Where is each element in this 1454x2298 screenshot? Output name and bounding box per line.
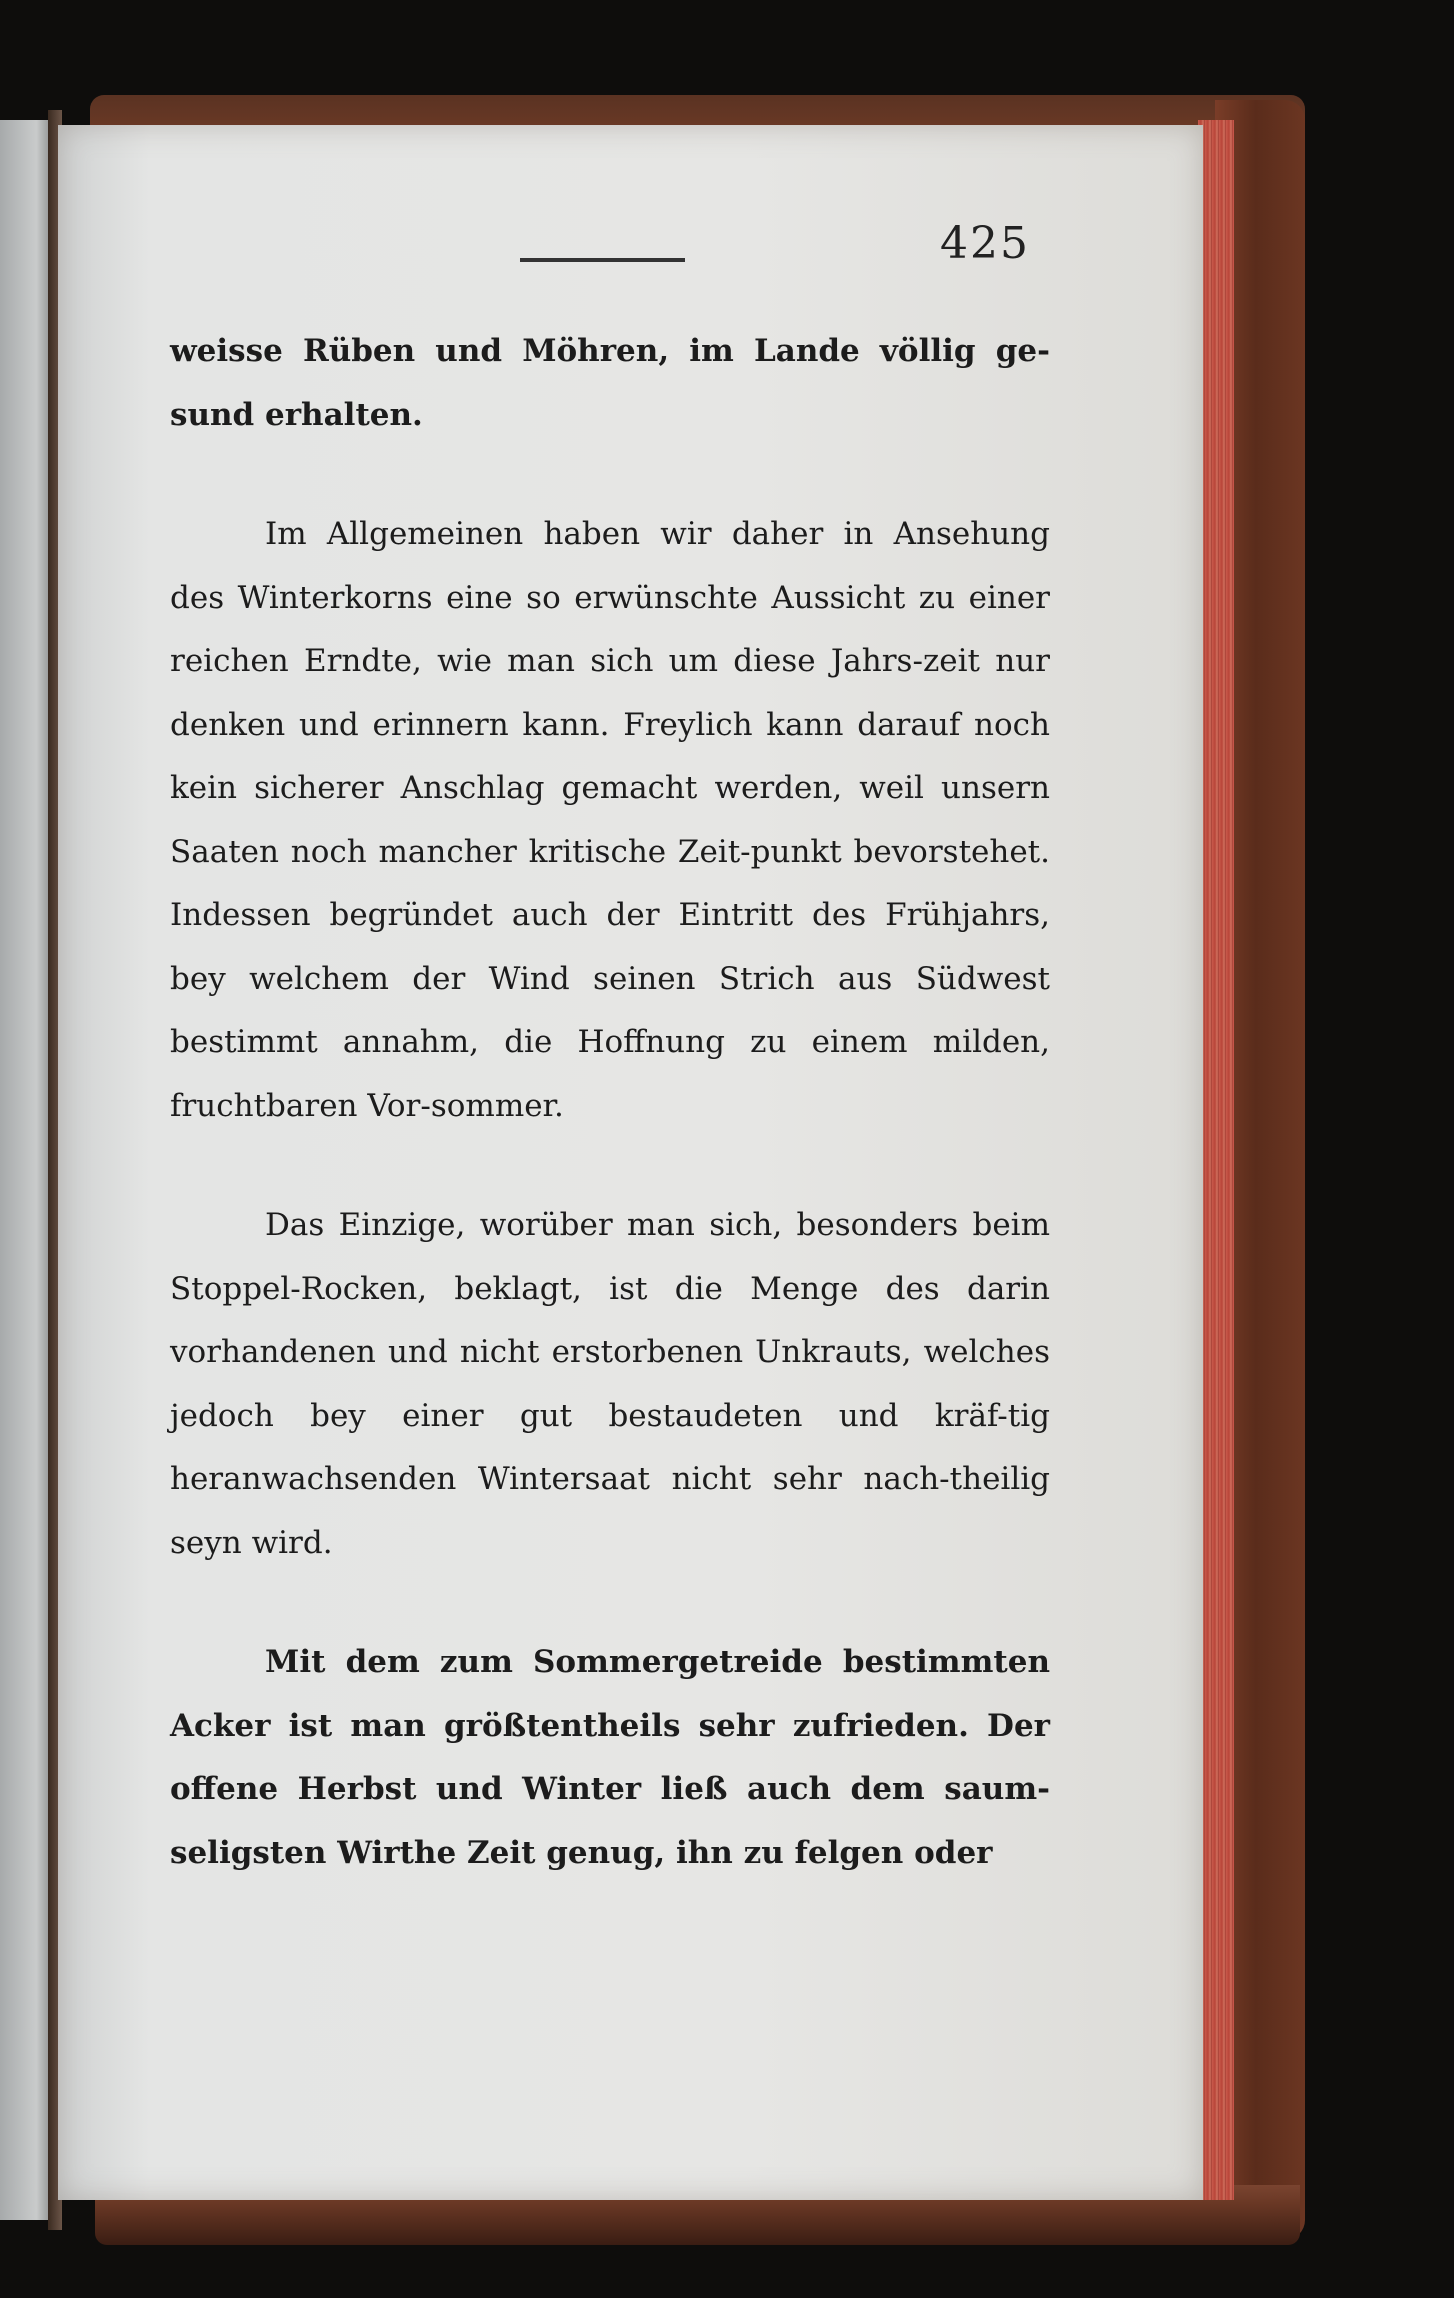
paragraph: Im Allgemeinen haben wir daher in Ansehung des Winterkorns eine so erwünschte Aussicht zu einer reichen Erndte, wie man sich um diese Jahrs-zeit nur denken und erinnern kann. Freylich kann darauf noch kein sicherer Anschlag gemacht werden, weil unsern Saaten noch mancher kritische Zeit-punkt bevorstehet. Indessen begründet auch der Eintritt des Frühjahrs, bey welchem der Wind seinen Strich aus Südwest bestimmt annahm, die Hoffnung zu einem milden, fruchtbaren Vor-sommer. <box>170 516 1050 1124</box>
header-rule <box>520 258 685 262</box>
page-number: 425 <box>940 218 1030 269</box>
facing-page-edge <box>0 120 52 2220</box>
paragraph-continuation: weisse Rüben und Möhren, im Lande völlig ge-sund erhalten. <box>170 333 1050 433</box>
page-body-text <box>170 320 1050 1885</box>
paragraph: Mit dem zum Sommergetreide bestimmten Acker ist man größtentheils sehr zufrieden. Der offene Herbst und Winter ließ auch dem saum-seligsten Wirthe Zeit genug, ihn zu felgen oder <box>170 1644 1050 1871</box>
red-page-edges <box>1198 120 1234 2200</box>
paragraph: Das Einzige, worüber man sich, besonders beim Stoppel-Rocken, beklagt, ist die Menge des darin vorhandenen und nicht erstorbenen Unkrauts, welches jedoch bey einer gut bestaudeten und kräf-tig heranwachsenden Wintersaat nicht sehr nach-theilig seyn wird. <box>170 1207 1050 1561</box>
